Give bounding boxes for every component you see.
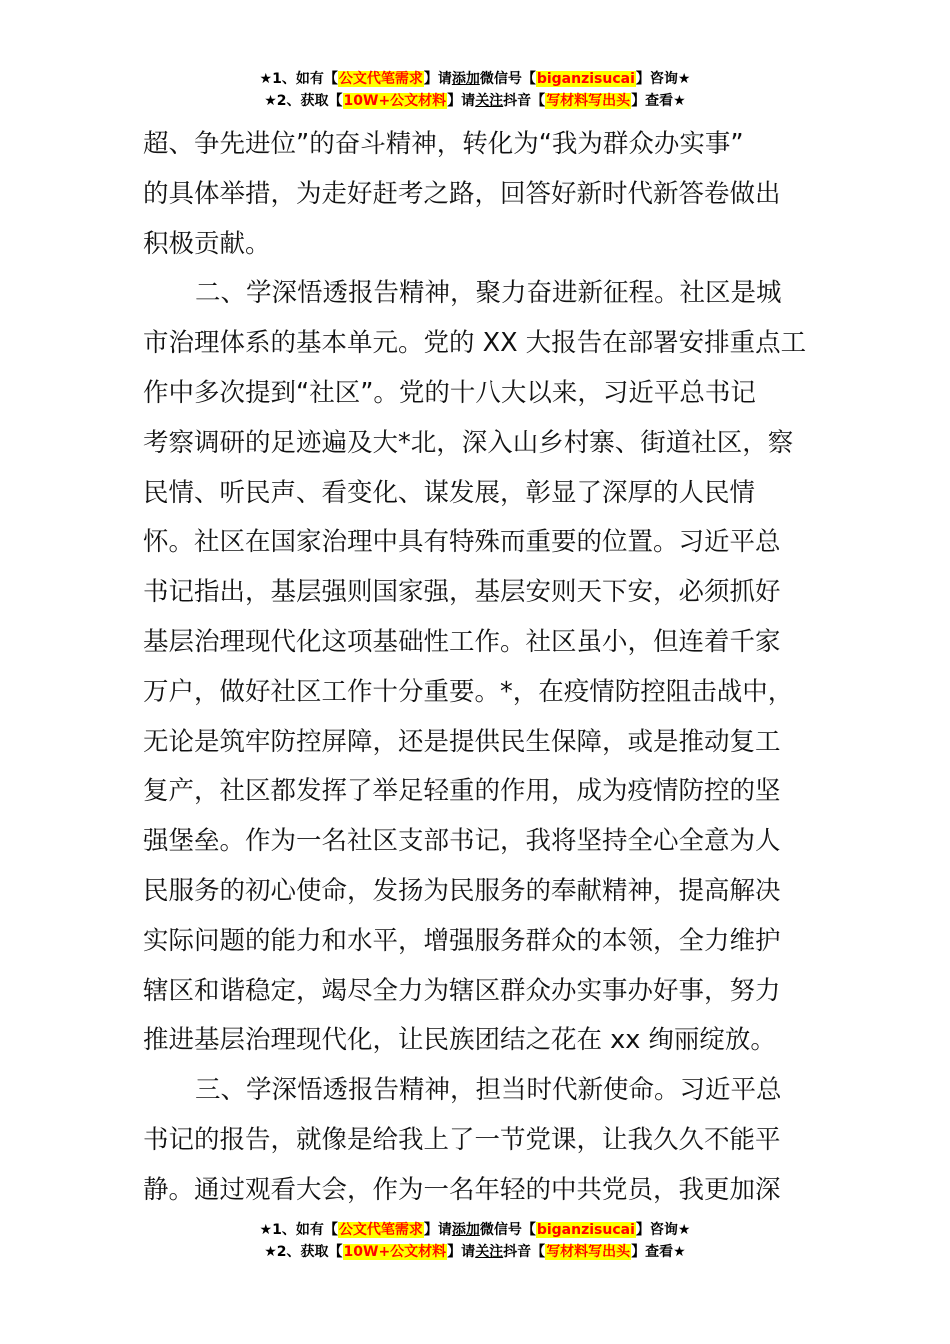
- promo-highlight: 公文代笔需求: [338, 1222, 423, 1238]
- promo-text: ★2、获取【: [264, 93, 343, 109]
- promo-highlight: 10W+公文材料: [343, 93, 447, 109]
- footer-promo-line-1: [0, 1219, 950, 1241]
- promo-text: 】查看★: [631, 93, 686, 109]
- promo-text: 】请: [423, 1222, 452, 1238]
- promo-text: 抖音【: [503, 93, 546, 109]
- promo-text: ★1、如有【: [259, 1222, 338, 1238]
- body-line: 书记指出，基层强则国家强，基层安则天下安，必须抓好: [143, 577, 781, 608]
- footer-promo-banner: [0, 1219, 950, 1263]
- promo-text: 】请: [447, 93, 476, 109]
- promo-text: 】请: [447, 1244, 476, 1260]
- promo-text: 】咨询★: [635, 1222, 691, 1238]
- header-promo-banner: [0, 68, 950, 112]
- promo-highlight: biganzisucai: [536, 1222, 635, 1238]
- promo-highlight: 公文代笔需求: [338, 71, 423, 87]
- body-line: 超、争先进位”的奋斗精神，转化为“我为群众办实事”: [143, 129, 744, 159]
- header-promo-line-2: [0, 90, 950, 112]
- promo-text: 】咨询★: [635, 71, 691, 87]
- promo-underlined: 关注: [475, 1244, 504, 1260]
- body-line: 基层治理现代化这项基础性工作。社区虽小，但连着千家: [143, 626, 781, 657]
- body-line: 实际问题的能力和水平，增强服务群众的本领，全力维护: [143, 925, 781, 956]
- body-line: 的具体举措，为走好赶考之路，回答好新时代新答卷做出: [143, 178, 781, 209]
- body-line: 怀。社区在国家治理中具有特殊而重要的位置。习近平总: [143, 527, 781, 558]
- body-line: 积极贡献。: [143, 228, 271, 259]
- promo-highlight: biganzisucai: [536, 71, 635, 87]
- body-line: 市治理体系的基本单元。党的 XX 大报告在部署安排重点工: [143, 328, 807, 359]
- promo-text: 抖音【: [503, 1244, 546, 1260]
- promo-underlined: 关注: [475, 93, 504, 109]
- promo-underlined: 添加: [451, 71, 480, 87]
- body-line: 作中多次提到“社区”。党的十八大以来，习近平总书记: [143, 377, 756, 408]
- promo-text: ★1、如有【: [259, 71, 338, 87]
- document-body: [143, 120, 808, 1216]
- body-line: 民情、听民声、看变化、谋发展，彰显了深厚的人民情: [143, 477, 756, 508]
- promo-text: 】查看★: [631, 1244, 686, 1260]
- header-promo-line-1: [0, 68, 950, 90]
- promo-text: 】请: [423, 71, 452, 87]
- body-line: 推进基层治理现代化，让民族团结之花在 xx 绚丽绽放。: [143, 1025, 776, 1056]
- promo-text: 微信号【: [479, 71, 536, 87]
- promo-highlight: 写材料写出头: [546, 1244, 631, 1260]
- body-line: 复产，社区都发挥了举足轻重的作用，成为疫情防控的坚: [143, 776, 781, 807]
- body-line: 考察调研的足迹遍及大*北，深入山乡村寨、街道社区，察: [143, 427, 794, 458]
- body-line: 静。通过观看大会，作为一名年轻的中共党员，我更加深: [143, 1174, 781, 1205]
- promo-highlight: 10W+公文材料: [343, 1244, 447, 1260]
- promo-underlined: 添加: [451, 1222, 480, 1238]
- body-line-section-heading: 二、学深悟透报告精神，聚力奋进新征程。社区是城: [195, 278, 782, 309]
- promo-text: 微信号【: [479, 1222, 536, 1238]
- body-line-section-heading: 三、学深悟透报告精神，担当时代新使命。习近平总: [195, 1075, 782, 1106]
- body-line: 书记的报告，就像是给我上了一节党课，让我久久不能平: [143, 1124, 781, 1155]
- body-line: 民服务的初心使命，发扬为民服务的奉献精神，提高解决: [143, 875, 781, 906]
- promo-highlight: 写材料写出头: [546, 93, 631, 109]
- body-line: 无论是筑牢防控屏障，还是提供民生保障，或是推动复工: [143, 726, 781, 757]
- promo-text: ★2、获取【: [264, 1244, 343, 1260]
- body-line: 辖区和谐稳定，竭尽全力为辖区群众办实事办好事，努力: [143, 975, 781, 1006]
- footer-promo-line-2: [0, 1241, 950, 1263]
- body-line: 万户，做好社区工作十分重要。*，在疫情防控阻击战中，: [143, 676, 794, 707]
- body-line: 强堡垒。作为一名社区支部书记，我将坚持全心全意为人: [143, 826, 781, 857]
